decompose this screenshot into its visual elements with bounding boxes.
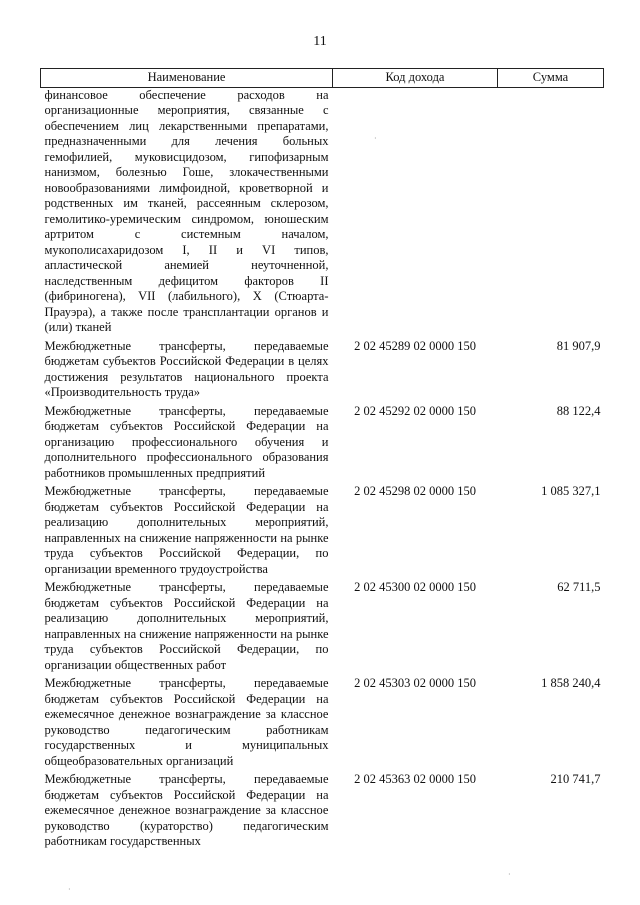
row-name: Межбюджетные трансферты, передаваемые бюджетам субъектов Российской Федерации на ежемесячное денежное вознаграждение за классное руководство (кураторство) педагогическим работникам государственных — [44, 772, 329, 848]
table-row — [41, 676, 604, 772]
scan-speck: · — [508, 870, 511, 879]
table-header-row — [41, 69, 604, 88]
row-code: 2 02 45298 02 0000 150 — [354, 484, 476, 498]
row-name: Межбюджетные трансферты, передаваемые бюджетам субъектов Российской Федерации на реализацию дополнительных мероприятий, направленных на снижение напряженности на рынке труда субъектов Российской Федерации, по организации временного трудоустройства — [44, 484, 329, 576]
revenue-table — [40, 68, 604, 853]
table-row — [41, 339, 604, 404]
table-row — [41, 580, 604, 676]
row-sum: 62 711,5 — [557, 580, 601, 594]
row-name: финансовое обеспечение расходов на организационные мероприятия, связанные с обеспечением лиц лекарственными препаратами, предназначенными для лечения больных гемофилией, муковисцидозом, гипофизарным нанизмом, болезнью Гоше, злокачественными новообразованиями лимфоидной, кроветворной и родственных им тканей, рассеянным склерозом, гемолитико-уремическим синдромом, юношеским артритом с системным началом, мукополисахаридозом I, II и VI типов, апластической анемией неуточненной, наследственным дефицитом факторов II (фибриногена), VII (лабильного), X (Стюарта-Прауэра), а также после трансплантации органов и (или) тканей — [44, 87, 329, 334]
scan-speck: · — [374, 134, 377, 143]
header-sum: Сумма — [498, 69, 604, 88]
row-sum: 88 122,4 — [556, 403, 601, 418]
row-name: Межбюджетные трансферты, передаваемые бюджетам субъектов Российской Федерации на ежемесячное денежное вознаграждение за классное руководство педагогическим работникам государственных и муниципальных общеобразовательных организаций — [44, 676, 329, 768]
table-row — [41, 772, 604, 853]
header-code: Код дохода — [333, 69, 498, 88]
row-code: 2 02 45300 02 0000 150 — [354, 580, 476, 594]
row-sum: 1 085 327,1 — [541, 484, 601, 498]
table-row — [41, 484, 604, 580]
row-name: Межбюджетные трансферты, передаваемые бюджетам субъектов Российской Федерации на организацию профессионального обучения и дополнительного профессионального образования работников промышленных предприятий — [44, 403, 329, 480]
row-name: Межбюджетные трансферты, передаваемые бюджетам субъектов Российской Федерации в целях достижения результатов национального проекта «Производительность труда» — [44, 338, 329, 399]
row-name: Межбюджетные трансферты, передаваемые бюджетам субъектов Российской Федерации на реализацию дополнительных мероприятий, направленных на снижение напряженности на рынке труда субъектов Российской Федерации, по организации общественных работ — [44, 580, 329, 672]
header-name: Наименование — [41, 69, 333, 88]
row-sum — [498, 87, 604, 339]
row-code: 2 02 45303 02 0000 150 — [354, 676, 476, 690]
page-number: 11 — [313, 34, 327, 49]
row-code: 2 02 45289 02 0000 150 — [354, 338, 476, 353]
row-code: 2 02 45292 02 0000 150 — [354, 403, 476, 418]
row-code: 2 02 45363 02 0000 150 — [354, 772, 476, 786]
table-row — [41, 404, 604, 485]
table-row — [41, 87, 604, 339]
row-sum: 81 907,9 — [556, 338, 601, 353]
scan-speck: · — [68, 885, 71, 894]
row-code — [333, 87, 498, 339]
row-sum: 210 741,7 — [550, 772, 601, 786]
row-sum: 1 858 240,4 — [541, 676, 601, 690]
